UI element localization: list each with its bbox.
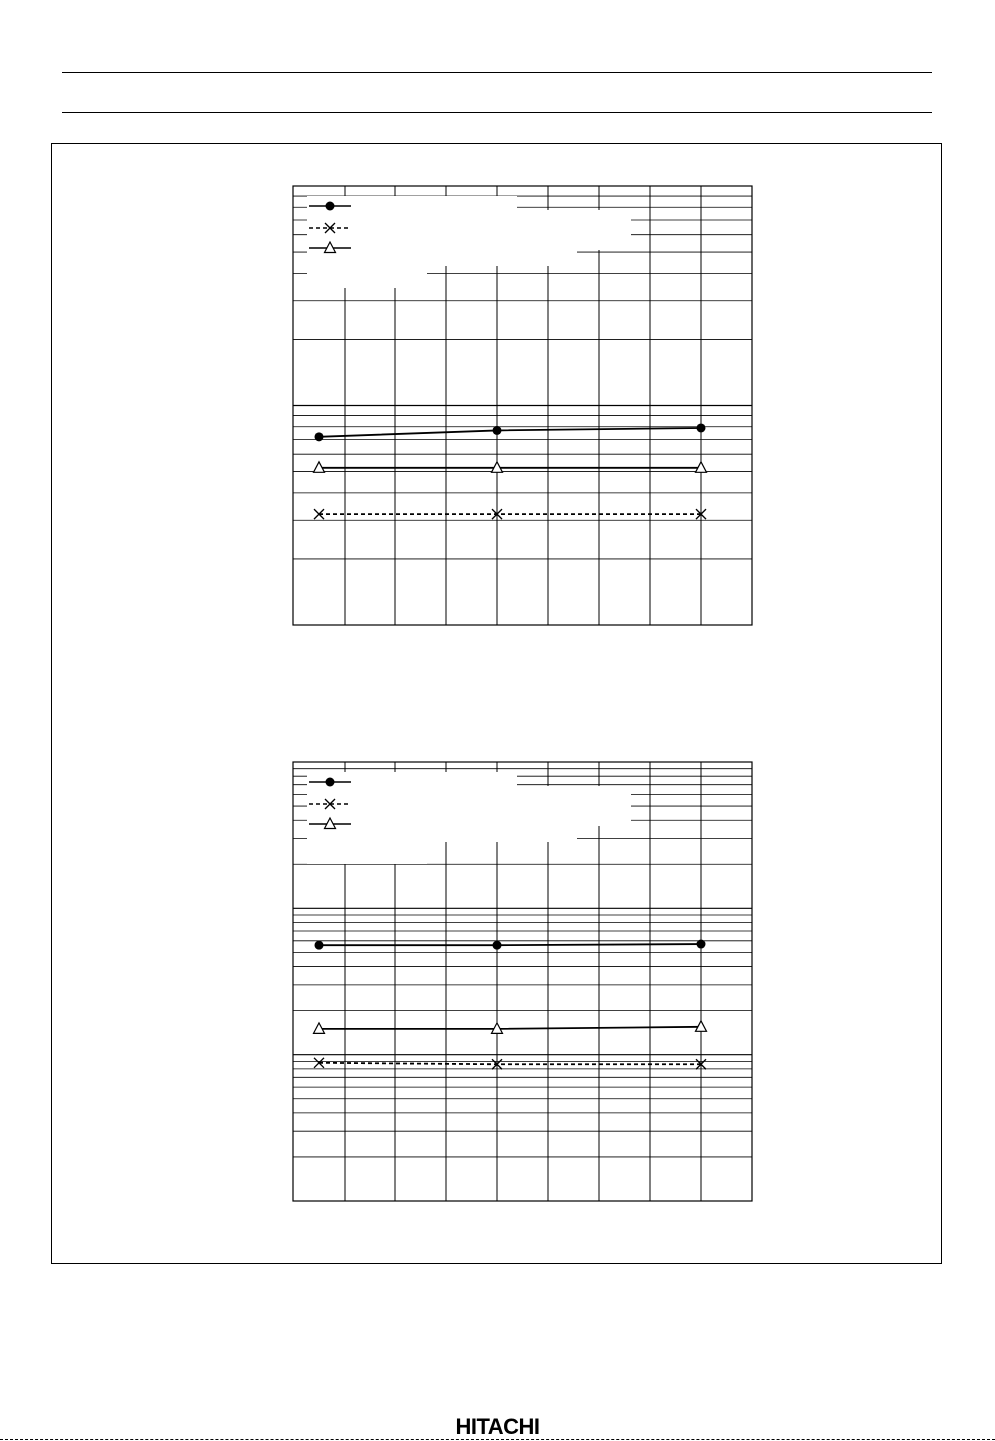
series-line-3 bbox=[319, 1027, 701, 1029]
legend-marker-1 bbox=[326, 202, 335, 211]
data-point-s1-3 bbox=[697, 940, 706, 949]
legend-background bbox=[307, 772, 631, 864]
data-point-s1-3 bbox=[697, 423, 706, 432]
legend-marker-1 bbox=[326, 778, 335, 787]
series-line-2 bbox=[319, 1063, 701, 1064]
footer-rule bbox=[0, 1439, 995, 1440]
series-line-1 bbox=[319, 428, 701, 437]
hitachi-logo: HITACHI bbox=[455, 1414, 540, 1439]
legend-background bbox=[307, 196, 631, 288]
legend bbox=[307, 196, 631, 288]
data-point-s1-2 bbox=[493, 426, 502, 435]
data-point-s1-1 bbox=[315, 941, 324, 950]
data-point-s1-1 bbox=[315, 432, 324, 441]
chart-2 bbox=[293, 762, 752, 1201]
series-line-1 bbox=[319, 944, 701, 945]
data-point-s1-2 bbox=[493, 941, 502, 950]
legend bbox=[307, 772, 631, 864]
chart-1 bbox=[293, 186, 752, 625]
